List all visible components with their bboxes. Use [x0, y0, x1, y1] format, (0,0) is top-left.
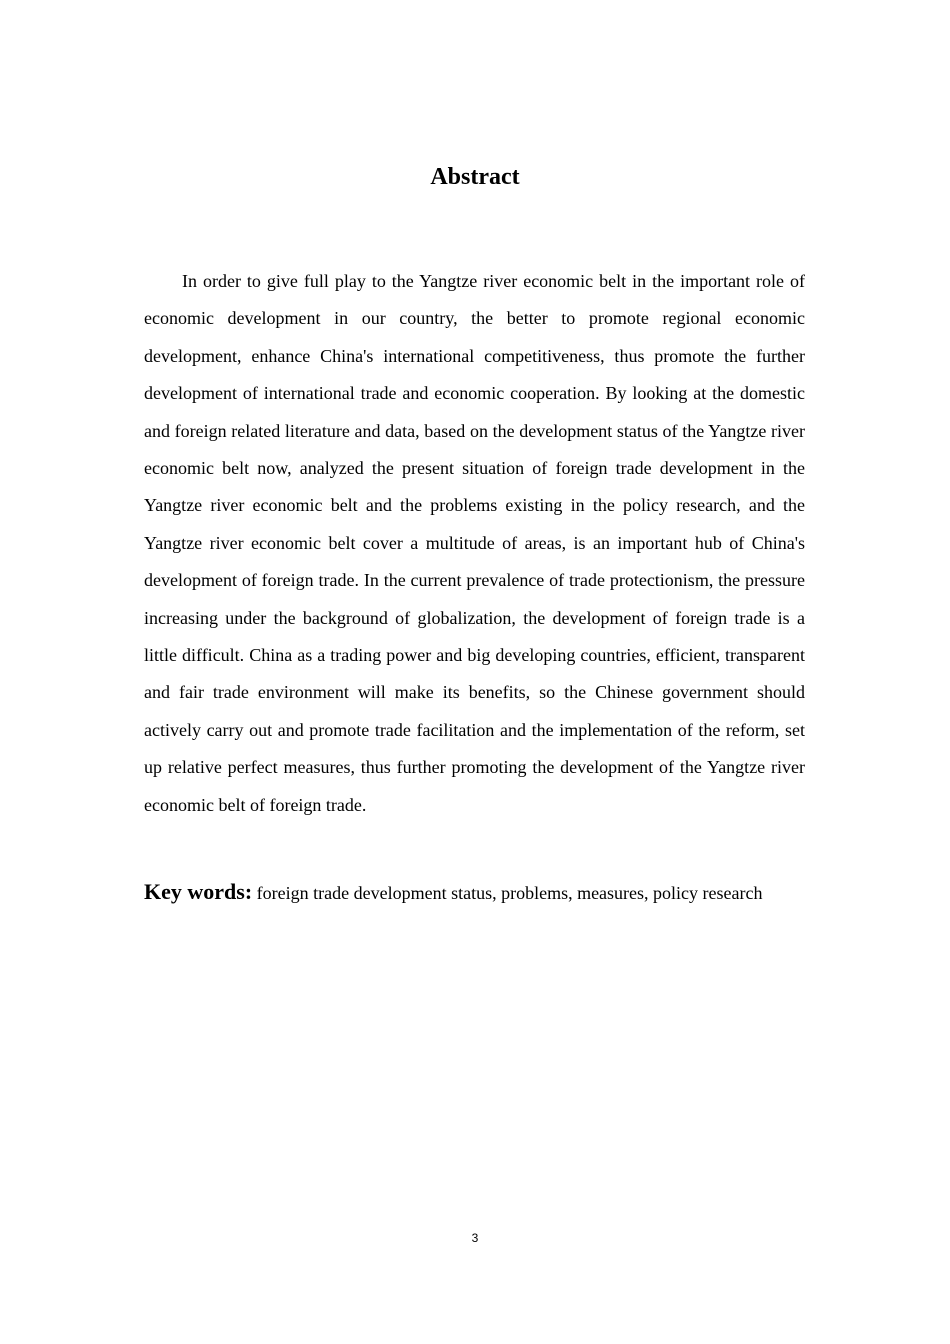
keywords-line: [144, 873, 805, 912]
page-title: Abstract: [430, 164, 520, 190]
page-number: 3: [471, 1231, 479, 1245]
keywords-label: Key words:: [144, 879, 253, 904]
abstract-paragraph: In order to give full play to the Yangtze river economic belt in the important role of economic development in our country, the better to promote regional economic development, enhance China's international competitiveness, thus promote the further development of international trade and economic cooperation. By looking at the domestic and foreign related literature and data, based on the development status of the Yangtze river economic belt now, analyzed the present situation of foreign trade development in the Yangtze river economic belt and the problems existing in the policy research, and the Yangtze river economic belt cover a multitude of areas, is an important hub of China's development of foreign trade. In the current prevalence of trade protectionism, the pressure increasing under the background of globalization, the development of foreign trade is a little difficult. China as a trading power and big developing countries, efficient, transparent and fair trade environment will make its benefits, so the Chinese government should actively carry out and promote trade facilitation and the implementation of the reform, set up relative perfect measures, thus further promoting the development of the Yangtze river economic belt of foreign trade.: [144, 271, 805, 815]
keywords-text: foreign trade development status, problems, measures, policy research: [256, 883, 763, 903]
